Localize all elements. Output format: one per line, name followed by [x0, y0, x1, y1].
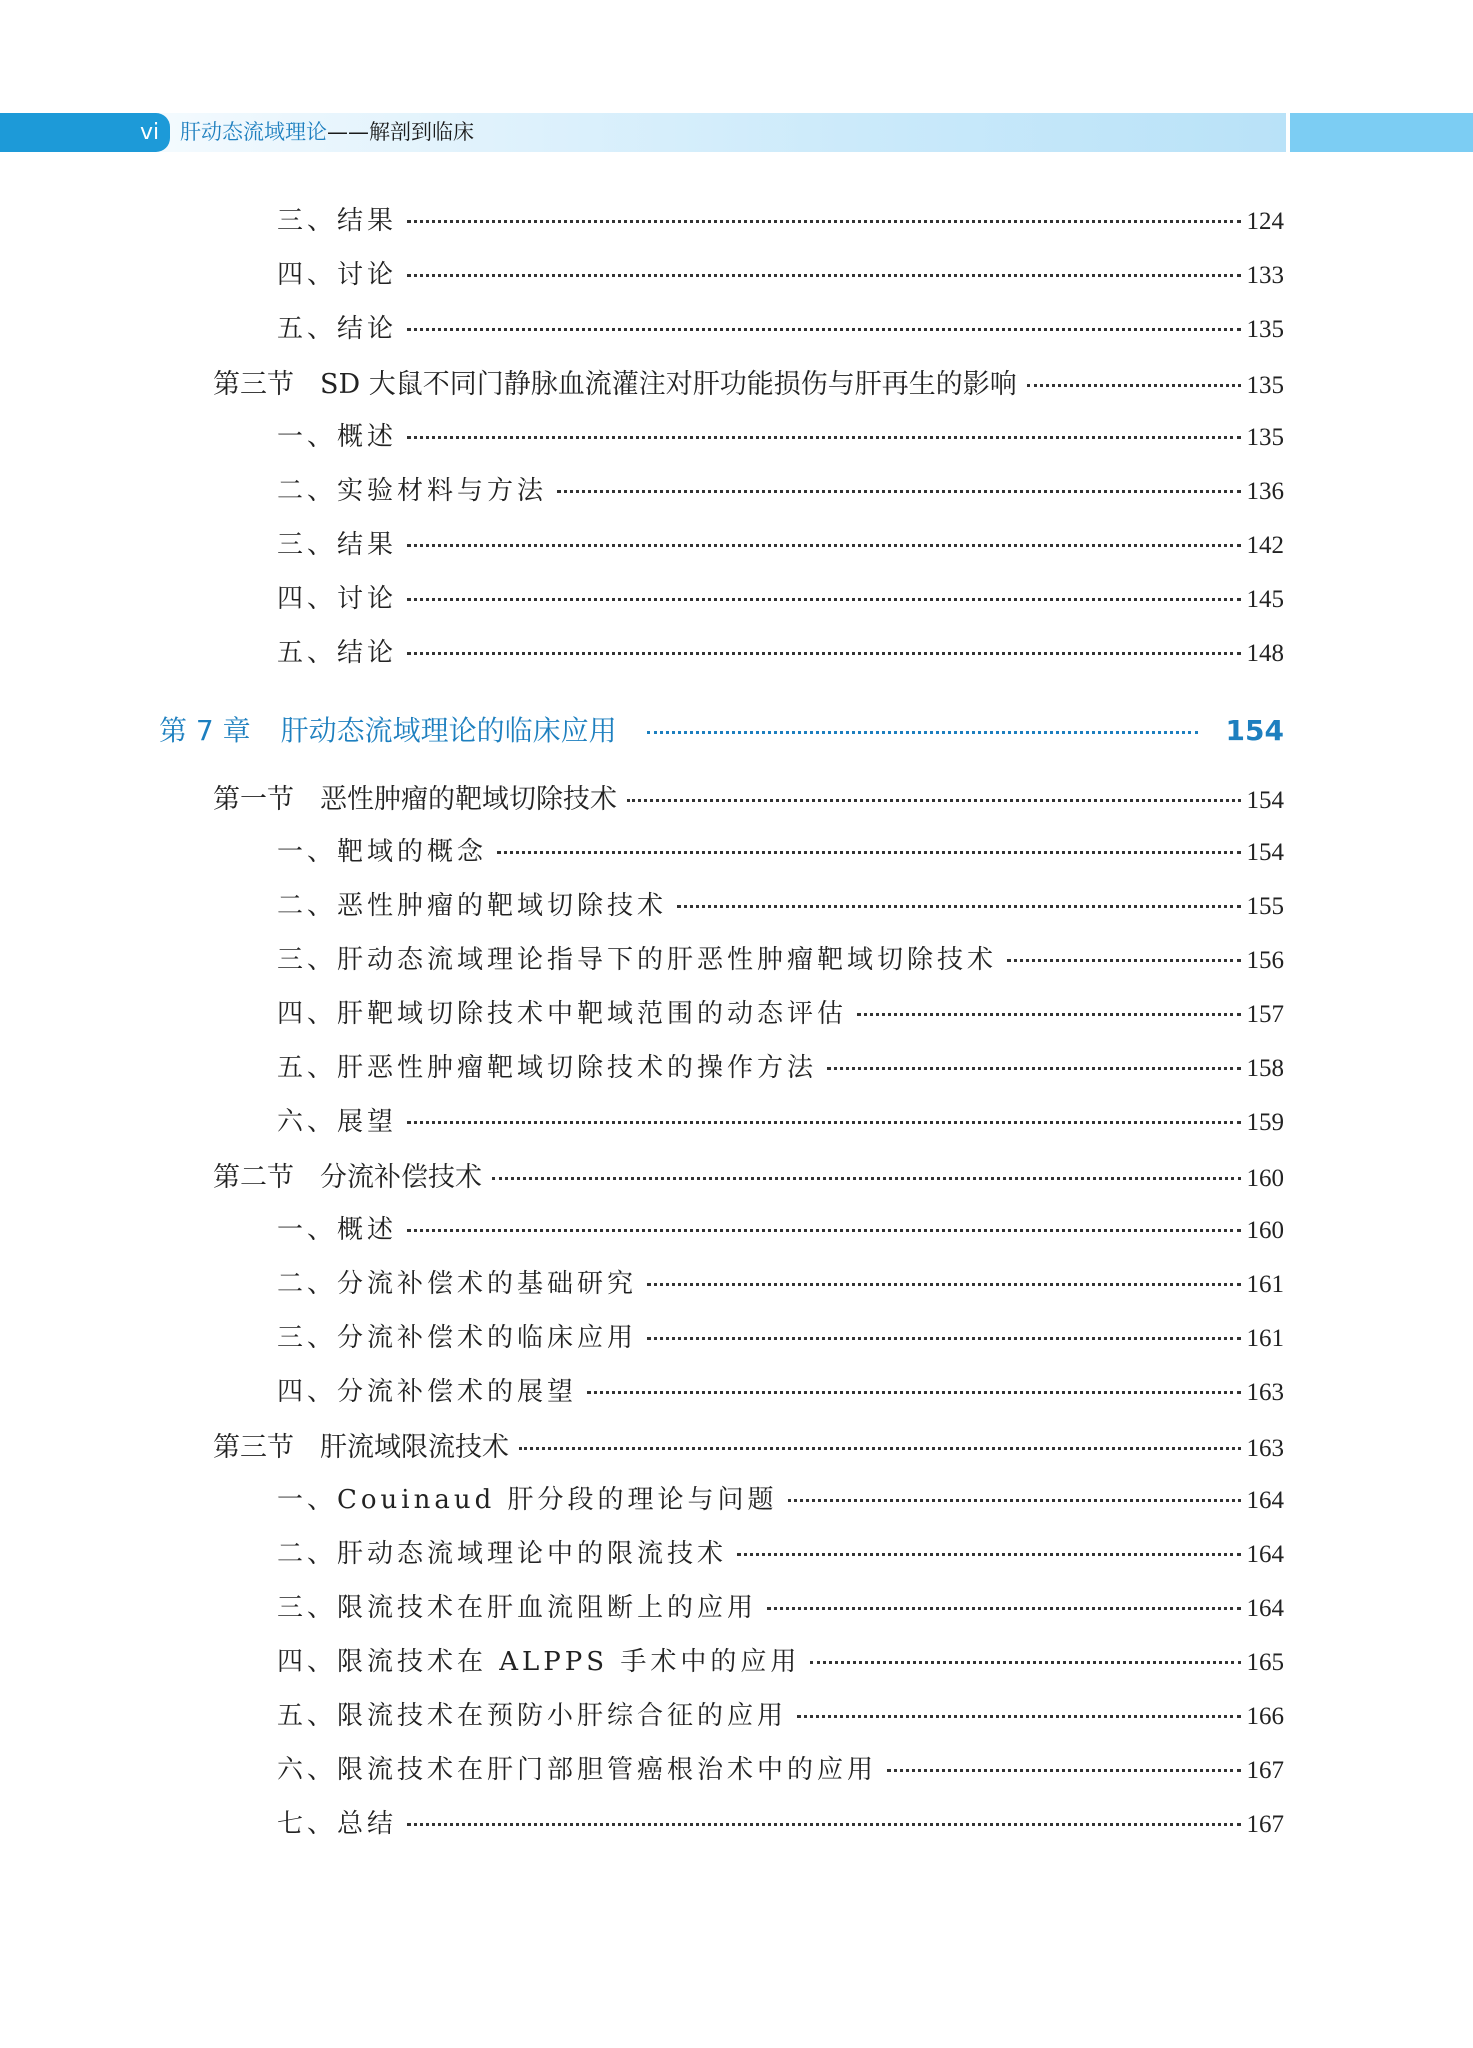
- toc-subsection-row[interactable]: [277, 1263, 1284, 1303]
- toc-entry-label: [277, 1587, 757, 1624]
- toc-page-number: 164: [1246, 1487, 1284, 1514]
- dot-leader: [737, 1553, 1240, 1556]
- toc-entry-title: 一、概述: [277, 1215, 398, 1245]
- dot-leader: [647, 731, 1198, 734]
- toc-page-number: 166: [1246, 1703, 1284, 1730]
- toc-page-number: 167: [1246, 1757, 1284, 1784]
- toc-page-number: 154: [1225, 714, 1284, 747]
- toc-page-number: 161: [1246, 1271, 1284, 1298]
- toc-page-number: 124: [1246, 208, 1284, 235]
- toc-entry-label: [213, 362, 1017, 401]
- toc-entry-label: [213, 777, 617, 816]
- toc-entry-title: 五、结论: [277, 638, 398, 668]
- dot-leader: [797, 1715, 1240, 1718]
- toc-subsection-row[interactable]: [277, 1587, 1284, 1627]
- toc-subsection-row[interactable]: [277, 1533, 1284, 1573]
- toc-page-number: 164: [1246, 1595, 1284, 1622]
- toc-page-number: 163: [1246, 1379, 1284, 1406]
- toc-page-number: 165: [1246, 1649, 1284, 1676]
- toc-entry-label: [277, 1263, 637, 1300]
- toc-page-number: 133: [1246, 262, 1284, 289]
- toc-page-number: 158: [1246, 1055, 1284, 1082]
- toc-entry-label: [213, 1155, 482, 1194]
- toc-page-number: 154: [1246, 787, 1284, 814]
- toc-page-number: 135: [1246, 424, 1284, 451]
- toc-entry-number: 第三节: [213, 1432, 294, 1463]
- toc-page-number: 135: [1246, 372, 1284, 399]
- toc-entry-label: [277, 1641, 800, 1678]
- toc-page-number: 148: [1246, 640, 1284, 667]
- dot-leader: [557, 490, 1240, 493]
- dot-leader: [857, 1013, 1240, 1016]
- toc-entry-title: 二、肝动态流域理论中的限流技术: [277, 1539, 728, 1569]
- toc-entry-title: 分流补偿技术: [320, 1162, 482, 1193]
- toc-subsection-row[interactable]: [277, 1803, 1284, 1843]
- dot-leader: [497, 851, 1240, 854]
- toc-entry-label: [277, 993, 847, 1030]
- toc-page-number: 160: [1246, 1217, 1284, 1244]
- toc-subsection-row[interactable]: [277, 254, 1284, 294]
- dot-leader: [492, 1177, 1241, 1180]
- toc-page-number: 154: [1246, 839, 1284, 866]
- toc-page-number: 167: [1246, 1811, 1284, 1838]
- dot-leader: [788, 1499, 1241, 1502]
- dot-leader: [887, 1769, 1240, 1772]
- dot-leader: [407, 1121, 1240, 1124]
- dot-leader: [407, 1823, 1240, 1826]
- toc-entry-title: 肝流域限流技术: [320, 1432, 509, 1463]
- toc-entry-label: [277, 524, 397, 561]
- toc-entry-number: 第三节: [213, 369, 294, 400]
- dot-leader: [767, 1607, 1240, 1610]
- running-title: [180, 113, 474, 152]
- toc-entry-label: [277, 1101, 397, 1138]
- toc-entry-label: [277, 1047, 817, 1084]
- toc-entry-title: 三、结果: [277, 206, 398, 236]
- toc-chapter-row[interactable]: [159, 709, 1284, 749]
- toc-page-number: 145: [1246, 586, 1284, 613]
- toc-entry-label: [277, 578, 397, 615]
- toc-subsection-row[interactable]: [277, 993, 1284, 1033]
- toc-subsection-row[interactable]: [277, 416, 1284, 456]
- running-header: [0, 113, 1473, 152]
- toc-subsection-row[interactable]: [277, 470, 1284, 510]
- toc-page-number: 159: [1246, 1109, 1284, 1136]
- toc-subsection-row[interactable]: [277, 1479, 1284, 1519]
- toc-entry-title: 四、讨论: [277, 260, 398, 290]
- toc-entry-title: 四、肝靶域切除技术中靶域范围的动态评估: [277, 999, 848, 1029]
- toc-entry-number: 第 7 章: [159, 714, 251, 747]
- toc-subsection-row[interactable]: [277, 1749, 1284, 1789]
- toc-entry-label: [277, 632, 397, 669]
- toc-entry-title: 一、靶域的概念: [277, 837, 488, 867]
- toc-subsection-row[interactable]: [277, 200, 1284, 240]
- header-accent-block: [1290, 113, 1473, 152]
- dot-leader: [519, 1447, 1241, 1450]
- toc-entry-title: 六、限流技术在肝门部胆管癌根治术中的应用: [277, 1755, 878, 1785]
- toc-section-row[interactable]: [213, 1425, 1284, 1465]
- toc-subsection-row[interactable]: [277, 1101, 1284, 1141]
- toc-page-number: 135: [1246, 316, 1284, 343]
- book-title: 肝动态流域理论: [180, 120, 327, 144]
- toc-entry-number: 第二节: [213, 1162, 294, 1193]
- toc-entry-label: [213, 1425, 509, 1464]
- toc-entry-label: [277, 1533, 727, 1570]
- toc-subsection-row[interactable]: [277, 1209, 1284, 1249]
- toc-entry-title: 六、展望: [277, 1107, 398, 1137]
- dot-leader: [407, 652, 1240, 655]
- toc-subsection-row[interactable]: [277, 831, 1284, 871]
- toc-entry-label: [277, 254, 397, 291]
- toc-entry-label: [277, 885, 667, 922]
- toc-entry-label: [277, 1803, 397, 1840]
- toc-subsection-row[interactable]: [277, 1695, 1284, 1735]
- toc-page-number: 157: [1246, 1001, 1284, 1028]
- toc-entry-title: 四、讨论: [277, 584, 398, 614]
- dot-leader: [647, 1337, 1240, 1340]
- dot-leader: [407, 598, 1240, 601]
- toc-page-number: 160: [1246, 1165, 1284, 1192]
- toc-entry-label: [277, 1479, 778, 1516]
- toc-subsection-row[interactable]: [277, 524, 1284, 564]
- dot-leader: [647, 1283, 1240, 1286]
- toc-entry-label: [277, 1749, 877, 1786]
- dot-leader: [407, 274, 1240, 277]
- toc-entry-label: [277, 939, 997, 976]
- toc-section-row[interactable]: [213, 777, 1284, 817]
- toc-entry-title: 肝动态流域理论的临床应用: [280, 714, 617, 747]
- dot-leader: [407, 328, 1240, 331]
- toc-entry-title: 恶性肿瘤的靶域切除技术: [320, 784, 617, 815]
- toc-entry-label: [277, 1371, 577, 1408]
- dot-leader: [1027, 384, 1241, 387]
- toc-subsection-row[interactable]: [277, 308, 1284, 348]
- toc-entry-title: 二、恶性肿瘤的靶域切除技术: [277, 891, 668, 921]
- page-number: vi: [140, 120, 160, 145]
- toc-entry-title: 三、结果: [277, 530, 398, 560]
- toc-entry-label: [277, 1317, 637, 1354]
- toc-entry-title: 五、结论: [277, 314, 398, 344]
- toc-entry-title: 三、分流补偿术的临床应用: [277, 1323, 638, 1353]
- toc-subsection-row[interactable]: [277, 1371, 1284, 1411]
- toc-entry-title: 七、总结: [277, 1809, 398, 1839]
- dot-leader: [677, 905, 1240, 908]
- toc-entry-number: 第一节: [213, 784, 294, 815]
- toc-entry-title: 二、实验材料与方法: [277, 476, 548, 506]
- book-subtitle: ——解剖到临床: [327, 120, 474, 144]
- toc-page-number: 164: [1246, 1541, 1284, 1568]
- toc-page-number: 161: [1246, 1325, 1284, 1352]
- toc-entry-label: [277, 470, 547, 507]
- toc-entry-title: 一、概述: [277, 422, 398, 452]
- toc-section-row[interactable]: [213, 362, 1284, 402]
- toc-page-number: 163: [1246, 1435, 1284, 1462]
- toc-subsection-row[interactable]: [277, 632, 1284, 672]
- toc-entry-title: SD 大鼠不同门静脉血流灌注对肝功能损伤与肝再生的影响: [320, 369, 1017, 400]
- dot-leader: [407, 1229, 1240, 1232]
- toc-entry-title: 四、分流补偿术的展望: [277, 1377, 578, 1407]
- toc-subsection-row[interactable]: [277, 939, 1284, 979]
- dot-leader: [1007, 959, 1240, 962]
- toc-entry-label: [277, 831, 487, 868]
- toc-page-number: 142: [1246, 532, 1284, 559]
- dot-leader: [587, 1391, 1240, 1394]
- dot-leader: [407, 220, 1240, 223]
- toc-entry-label: [159, 709, 617, 749]
- toc-entry-label: [277, 308, 397, 345]
- toc-subsection-row[interactable]: [277, 1047, 1284, 1087]
- toc-entry-label: [277, 200, 397, 237]
- toc-entry-title: 三、限流技术在肝血流阻断上的应用: [277, 1593, 758, 1623]
- toc-subsection-row[interactable]: [277, 885, 1284, 925]
- dot-leader: [810, 1661, 1240, 1664]
- toc-entry-label: [277, 416, 397, 453]
- toc-subsection-row[interactable]: [277, 578, 1284, 618]
- toc-entry-title: 二、分流补偿术的基础研究: [277, 1269, 638, 1299]
- toc-entry-title: 五、肝恶性肿瘤靶域切除技术的操作方法: [277, 1053, 818, 1083]
- dot-leader: [407, 436, 1240, 439]
- toc-subsection-row[interactable]: [277, 1641, 1284, 1681]
- toc-page-number: 136: [1246, 478, 1284, 505]
- dot-leader: [407, 544, 1240, 547]
- toc-page-number: 156: [1246, 947, 1284, 974]
- toc-entry-title: 五、限流技术在预防小肝综合征的应用: [277, 1701, 788, 1731]
- toc-subsection-row[interactable]: [277, 1317, 1284, 1357]
- toc-entry-title: 一、Couinaud 肝分段的理论与问题: [277, 1485, 778, 1515]
- toc-entry-title: 三、肝动态流域理论指导下的肝恶性肿瘤靶域切除技术: [277, 945, 998, 975]
- toc-page-number: 155: [1246, 893, 1284, 920]
- toc-entry-title: 四、限流技术在 ALPPS 手术中的应用: [277, 1647, 801, 1677]
- toc-section-row[interactable]: [213, 1155, 1284, 1195]
- dot-leader: [627, 799, 1241, 802]
- toc-entry-label: [277, 1695, 787, 1732]
- dot-leader: [827, 1067, 1240, 1070]
- toc-entry-label: [277, 1209, 397, 1246]
